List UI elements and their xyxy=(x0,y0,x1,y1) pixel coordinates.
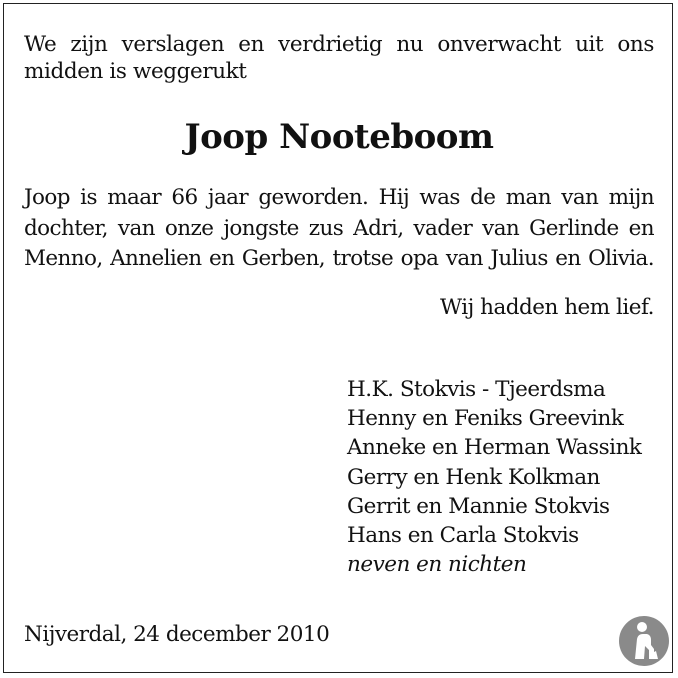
memorial-figure-icon xyxy=(618,615,670,667)
signatories-list xyxy=(347,375,641,579)
signatory-relatives: neven en nichten xyxy=(347,552,527,578)
signatory: Gerrit en Mannie Stokvis xyxy=(347,493,610,519)
body-text: Joop is maar 66 jaar geworden. Hij was de man van mijn dochter, van onze jongste zus Adri, vader van Gerlinde en Menno, Annelien en Gerben, trotse opa van Julius en Olivia. xyxy=(24,185,654,271)
signatory: H.K. Stokvis - Tjeerdsma xyxy=(347,377,606,402)
closing-text: Wij hadden hem lief. xyxy=(440,295,654,320)
signatory: Gerry en Henk Kolkman xyxy=(347,464,600,490)
signatory: Henny en Feniks Greevink xyxy=(347,406,624,432)
signatory: Anneke en Herman Wassink xyxy=(347,435,642,461)
intro-text: We zijn verslagen en verdrietig nu onverwacht uit ons midden is weggerukt xyxy=(24,32,654,84)
place-date: Nijverdal, 24 december 2010 xyxy=(24,622,330,647)
deceased-name: Joop Nooteboom xyxy=(184,117,494,157)
signatory: Hans en Carla Stokvis xyxy=(347,523,579,549)
